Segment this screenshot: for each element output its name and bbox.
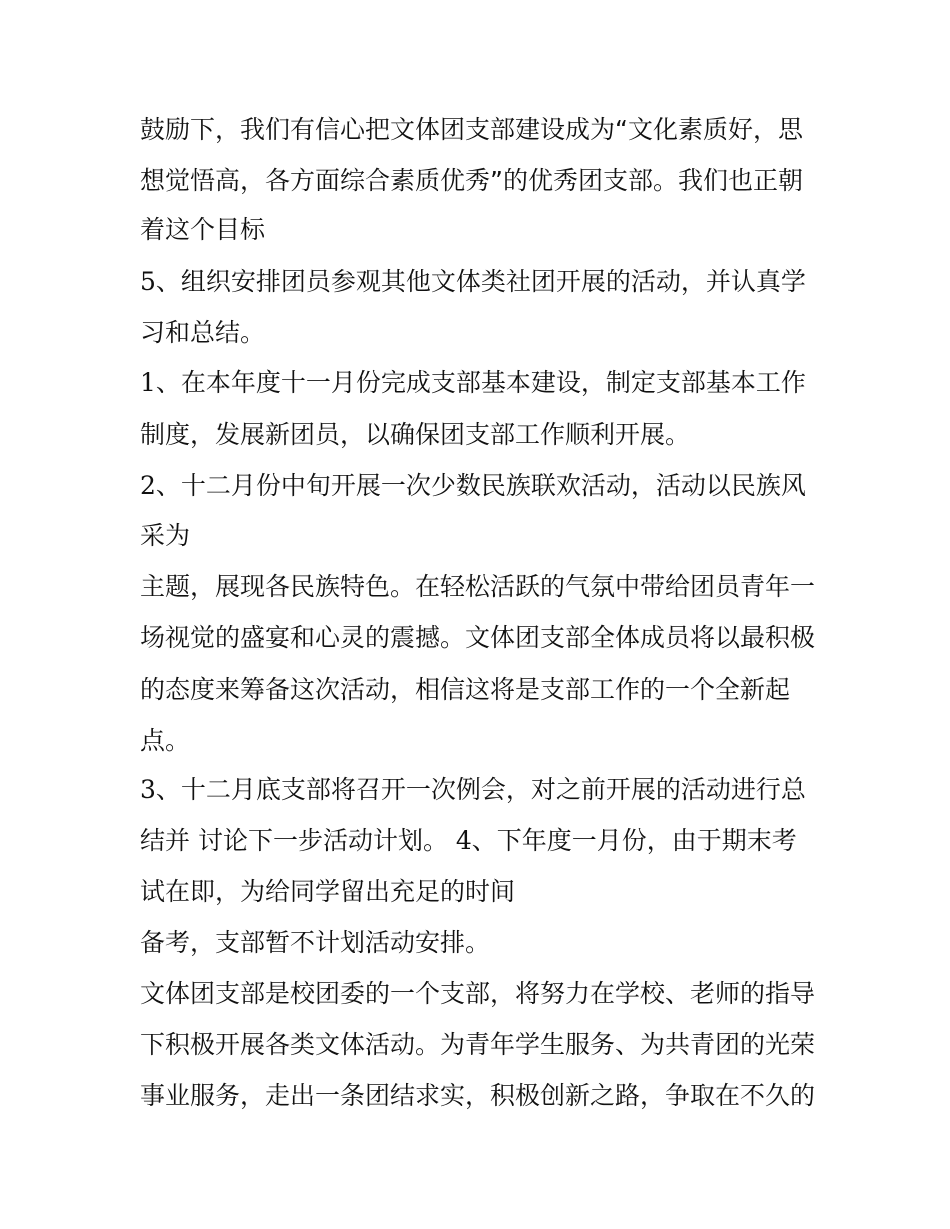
text-line: 想觉悟高，各方面综合素质优秀”的优秀团支部。我们也正朝 <box>140 166 803 195</box>
text-line: 1、在本年度十一月份完成支部基本建设，制定支部基本工作 <box>140 368 806 397</box>
text-line: 的态度来筹备这次活动，相信这将是支部工作的一个全新起 <box>140 675 791 704</box>
text-line: 场视觉的盛宴和心灵的震撼。文体团支部全体成员将以最积极 <box>140 623 816 652</box>
text-line: 制度，发展新团员，以确保团支部工作顺利开展。 <box>140 420 691 449</box>
text-line: 试在即，为给同学留出充足的时间 <box>140 877 516 906</box>
text-line: 采为 <box>140 521 191 550</box>
text-line-mixed <box>140 825 797 858</box>
text-line: 3、十二月底支部将召开一次例会，对之前开展的活动进行总 <box>140 775 806 804</box>
text-line: 事业服务，走出一条团结求实，积极创新之路，争取在不久的 <box>140 1081 816 1110</box>
text-line: 文体团支部是校团委的一个支部，将努力在学校、老师的指导 <box>140 979 816 1008</box>
text-line: 着这个目标 <box>140 215 266 244</box>
text-line: 下积极开展各类文体活动。为青年学生服务、为共青团的光荣 <box>140 1030 816 1059</box>
text-segment: 4、下年度一月份，由于期末考 <box>447 826 797 855</box>
text-line: 2、十二月份中旬开展一次少数民族联欢活动，活动以民族风 <box>140 471 806 500</box>
text-line: 鼓励下，我们有信心把文体团支部建设成为“文化素质好，思 <box>140 115 803 144</box>
text-segment: 结并 讨论下一步活动计划。 <box>140 826 448 855</box>
text-line: 主题，展现各民族特色。在轻松活跃的气氛中带给团员青年一 <box>140 572 816 601</box>
text-line: 备考，支部暂不计划活动安排。 <box>140 928 491 957</box>
text-line: 5、组织安排团员参观其他文体类社团开展的活动，并认真学 <box>140 267 806 296</box>
text-line: 习和总结。 <box>140 318 266 347</box>
text-line: 点。 <box>140 726 191 755</box>
